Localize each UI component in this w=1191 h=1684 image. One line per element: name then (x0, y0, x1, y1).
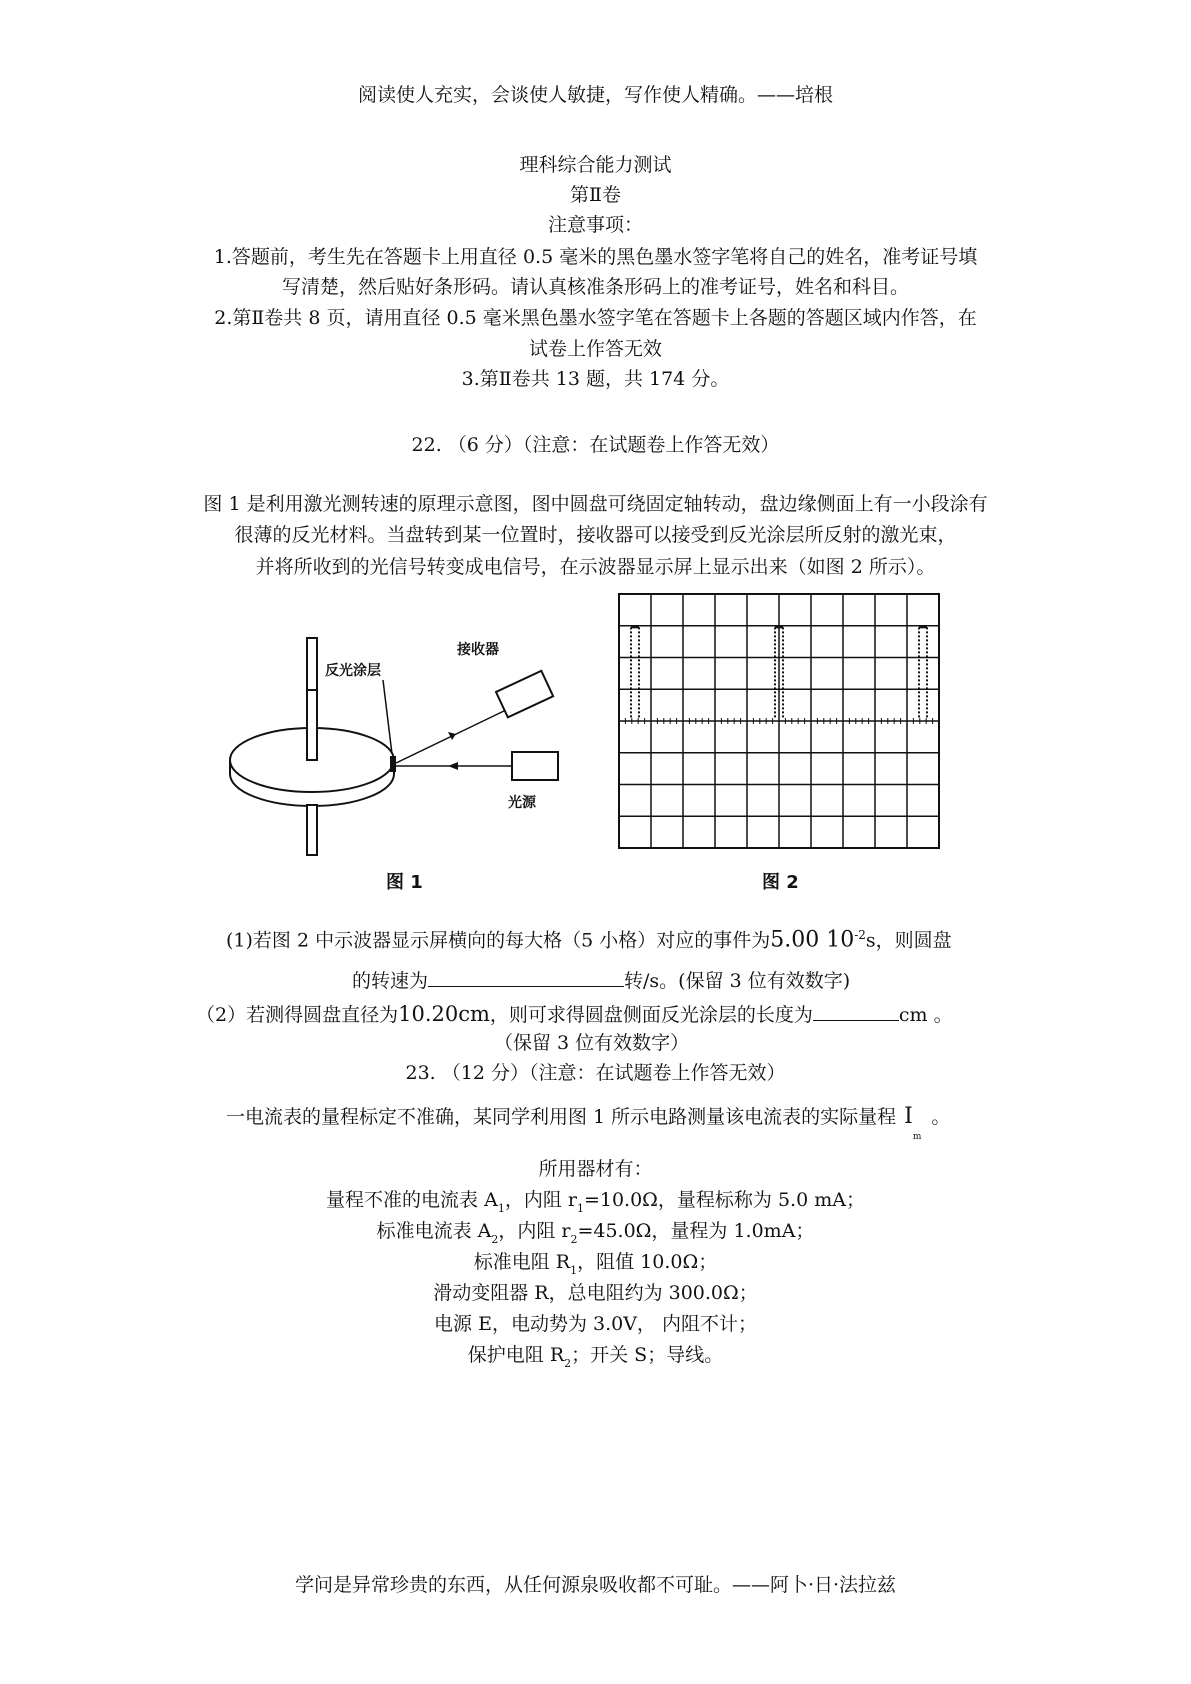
volume-label: 第Ⅱ卷 (570, 184, 621, 206)
label-source: 光源 (508, 795, 536, 811)
q22-heading: 22. （6 分）（注意：在试题卷上作答无效） (411, 434, 780, 456)
note-2-line1: 2.第Ⅱ卷共 8 页，请用直径 0.5 毫米黑色墨水签字笔在答题卡上各题的答题区域内作答，在 (214, 307, 977, 329)
q23-intro-text: 一电流表的量程标定不准确，某同学利用图 1 所示电路测量该电流表的实际量程 (226, 1106, 897, 1128)
q22-part1-line1 (226, 922, 952, 953)
footer-quote: 学问是异常珍贵的东西，从任何源泉吸收都不可耻。——阿卜·日·法拉兹 (294, 1574, 897, 1596)
q22-part1-text-c: 的转速为 (352, 970, 429, 992)
label-coating: 反光涂层 (325, 663, 381, 679)
material-4: 滑动变阻器 R，总电阻约为 300.0Ω； (433, 1282, 758, 1304)
material-2-b: ，内阻 r (498, 1220, 571, 1242)
q22-part2-text-a: （2）若测得圆盘直径为 (196, 1004, 399, 1026)
q22-intro-line2: 很薄的反光材料。当盘转到某一位置时，接收器可以接受到反光涂层所反射的激光束， (234, 524, 957, 546)
q22-intro-line1: 图 1 是利用激光测转速的原理示意图，图中圆盘可绕固定轴转动，盘边缘侧面上有一小段涂有 (203, 493, 988, 515)
material-1-a: 量程不准的电流表 A (326, 1189, 498, 1211)
q22-part1-text-a: (1)若图 2 中示波器显示屏横向的每大格（5 小格）对应的事件为 (226, 929, 771, 952)
q22-part2-text-c: cm 。 (898, 1004, 953, 1026)
material-6-b: ；开关 S；导线。 (571, 1344, 724, 1366)
material-3-sub: 1 (570, 1264, 578, 1277)
figure-2-caption: 图 2 (762, 872, 799, 893)
q22-part2-value: 10.20cm (398, 1002, 490, 1026)
material-2-a: 标准电流表 A (376, 1220, 492, 1242)
q22-part1-value: 5.00 10 (770, 927, 855, 953)
q22-part2-note: （保留 3 位有效数字） (494, 1032, 690, 1054)
label-receiver: 接收器 (457, 642, 499, 658)
note-2-line2: 试卷上作答无效 (528, 338, 662, 360)
material-3-a: 标准电阻 R (473, 1251, 571, 1273)
material-2-sub: 2 (491, 1233, 499, 1246)
q22-part1-answer-blank[interactable] (428, 966, 624, 987)
q22-part2-line1 (196, 1000, 953, 1028)
q23-intro-subscript: m (912, 1132, 922, 1142)
figure-2-oscilloscope (618, 593, 940, 849)
material-1 (0, 1187, 1191, 1222)
note-1-line1: 1.答题前，考生先在答题卡上用直径 0.5 毫米的黑色墨水签字笔将自己的姓名，准考证号填 (213, 246, 978, 268)
material-1-sub: 1 (497, 1202, 505, 1215)
material-2 (0, 1218, 1191, 1253)
material-6-a: 保护电阻 R (467, 1344, 565, 1366)
figure-1-caption: 图 1 (386, 872, 423, 893)
material-3-b: ，阻值 10.0Ω； (577, 1251, 718, 1273)
material-6-sub: 2 (564, 1357, 572, 1370)
material-1-c: =10.0Ω，量程标称为 5.0 mA； (583, 1189, 865, 1211)
q23-intro (226, 1104, 950, 1150)
q23-intro-symbol: I (904, 1104, 913, 1129)
material-3 (0, 1249, 1191, 1284)
note-3: 3.第Ⅱ卷共 13 题，共 174 分。 (461, 368, 730, 390)
q23-intro-end: 。 (931, 1106, 951, 1128)
q23-heading: 23. （12 分）（注意：在试题卷上作答无效） (405, 1062, 786, 1084)
figure-1-diagram (220, 630, 580, 870)
note-1-line2: 写清楚，然后贴好条形码。请认真核准条形码上的准考证号，姓名和科目。 (281, 276, 909, 298)
q22-part1-line2 (352, 966, 850, 994)
exam-title: 理科综合能力测试 (519, 154, 672, 176)
material-5: 电源 E，电动势为 3.0V， 内阻不计； (434, 1313, 757, 1335)
material-2-sub2: 2 (570, 1233, 578, 1246)
material-1-sub2: 1 (576, 1202, 584, 1215)
notice-heading: 注意事项： (547, 214, 643, 236)
material-6 (0, 1342, 1191, 1377)
q22-intro-line3: 并将所收到的光信号转变成电信号，在示波器显示屏上显示出来（如图 2 所示）。 (255, 556, 936, 578)
materials-heading: 所用器材有： (538, 1158, 653, 1180)
q22-part1-exponent: -2 (854, 928, 866, 942)
q22-part2-answer-blank[interactable] (813, 1000, 899, 1021)
header-quote: 阅读使人充实，会谈使人敏捷，写作使人精确。——培根 (357, 84, 833, 106)
q22-part1-text-b: s，则圆盘 (865, 929, 952, 952)
material-1-b: ，内阻 r (504, 1189, 577, 1211)
material-2-c: =45.0Ω，量程为 1.0mA； (577, 1220, 815, 1242)
q22-part2-text-b: ，则可求得圆盘侧面反光涂层的长度为 (489, 1004, 813, 1026)
q22-part1-text-d: 转/s。(保留 3 位有效数字) (624, 970, 851, 992)
